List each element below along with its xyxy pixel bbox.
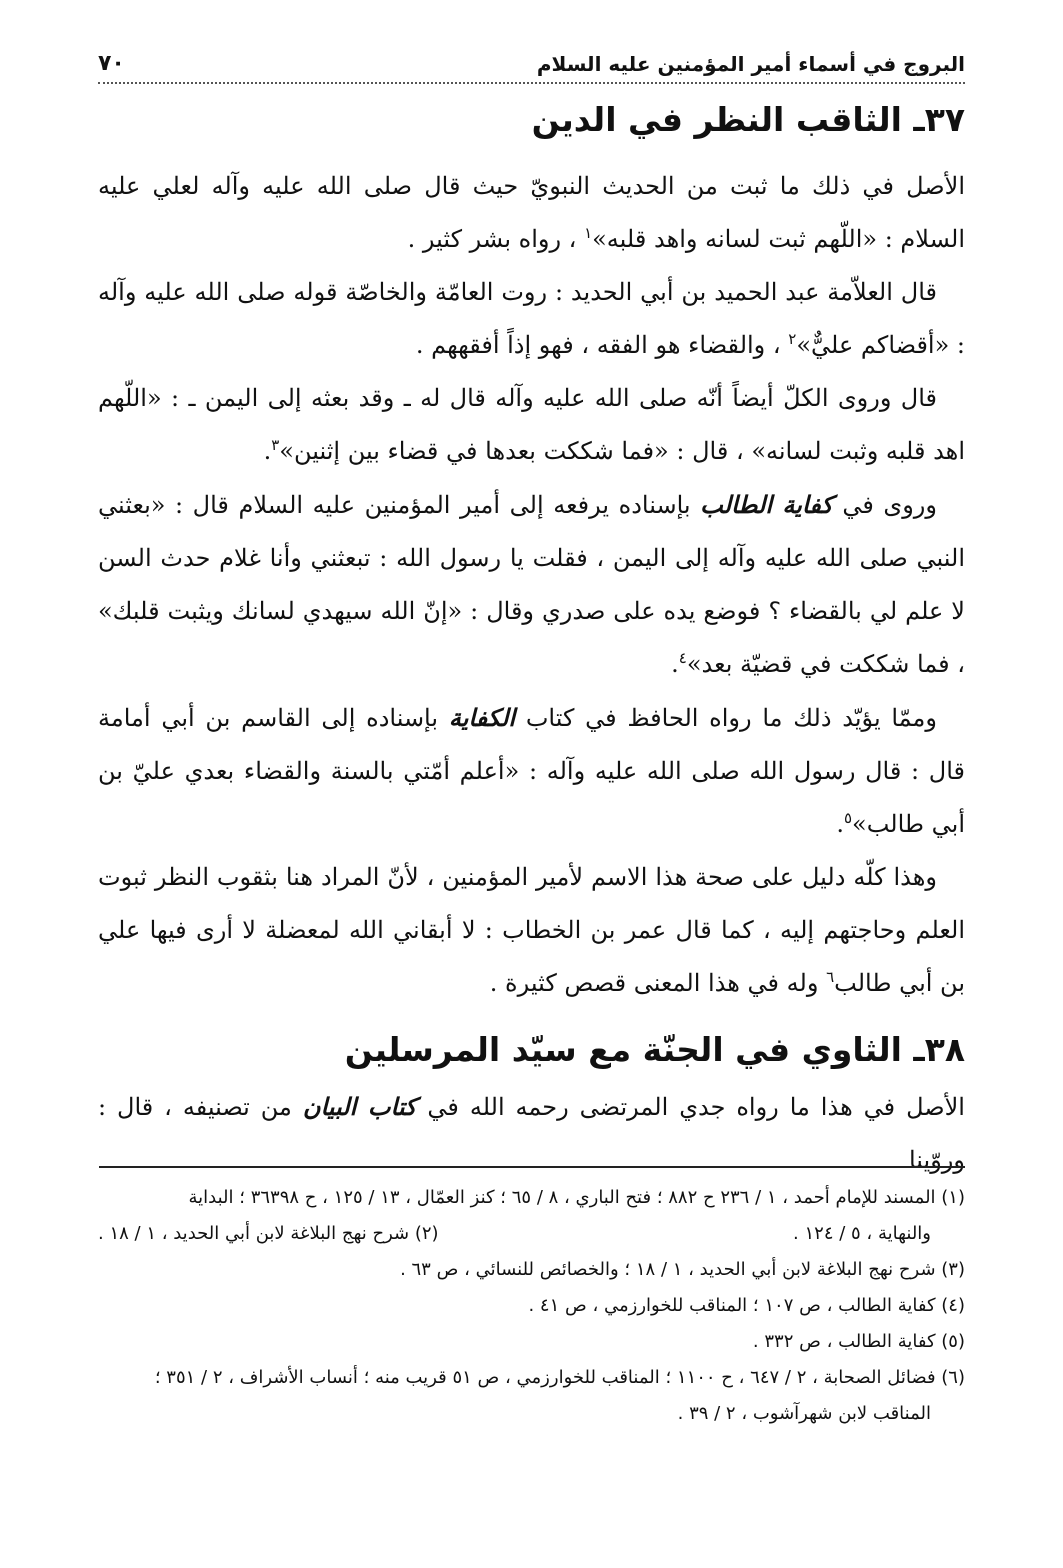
footnote-ref-3[interactable]: ٣ (271, 436, 280, 454)
footnote-ref-6[interactable]: ٦ (826, 968, 835, 986)
footnote-ref-2[interactable]: ٢ (788, 330, 797, 348)
paragraph-2-text: قال العلاّمة عبد الحميد بن أبي الحديد : روت العامّة والخاصّة قوله صلى الله عليه وآله : «أقضاكم عليٌّ» (98, 278, 965, 359)
paragraph-5-text-a: وممّا يؤيّد ذلك ما رواه الحافظ في كتاب (525, 704, 938, 732)
paragraph-1 (98, 160, 965, 266)
paragraph-3 (98, 372, 965, 478)
paragraph-2-end: ، والقضاء هو الفقه ، فهو إذاً أفقههم . (415, 331, 781, 359)
book-title-kitab-al-bayan: كتاب البيان (302, 1092, 417, 1121)
paragraph-3-end: . (263, 437, 272, 465)
book-title-al-kifaya: الكفاية (448, 703, 516, 732)
footnote-divider (99, 1166, 965, 1168)
book-title-kifayat-al-talib: كفاية الطالب (700, 490, 833, 519)
footnote-ref-1[interactable]: ١ (584, 224, 593, 242)
paragraph-5-text-b: بإسناده إلى القاسم بن أبي أمامة قال : قال رسول الله صلى الله عليه وآله : «أعلم أمّتي بالسنة والقضاء بعدي عليّ بن أبي طالب» (98, 704, 965, 838)
footnote-ref-4[interactable]: ٤ (678, 649, 687, 667)
paragraph-4-end: . (671, 650, 679, 678)
section-38-text-b: من تصنيفه ، قال : وروّينا (98, 1093, 965, 1174)
paragraph-4-text-a: وروى في (842, 491, 937, 519)
section-38-paragraph-1 (98, 1080, 965, 1187)
footnote-row-1-2 (98, 1216, 965, 1252)
paragraph-3-text: قال وروى الكلّ أيضاً أنّه صلى الله عليه وآله قال له ـ وقد بعثه إلى اليمن ـ : «اللّهم اهد قلبه وثبت لسانه» ، قال : «فما شككت بعدها في قضاء بين إثنين» (98, 384, 965, 465)
paragraph-4-text-b: بإسناده يرفعه إلى أمير المؤمنين عليه السلام قال : «بعثني النبي صلى الله عليه وآله إلى اليمن ، فقلت يا رسول الله : تبعثني وأنا غلام حدث السن لا علم لي بالقضاء ؟ فوضع يده على صدري وقال : «إنّ الله سيهدي لسانك ويثبت قلبك» ، فما شككت في قضيّة بعد» (98, 491, 965, 678)
paragraph-5-end: . (836, 810, 844, 838)
page-number: ٧٠ (98, 51, 125, 76)
section-38-title: ٣٨ـ الثاوي في الجنّة مع سيّد المرسلين (344, 1030, 965, 1069)
section-38-text-a: الأصل في هذا ما رواه جدي المرتضى رحمه الله في (427, 1093, 965, 1121)
running-header (98, 36, 965, 84)
footnote-4: (٤) كفاية الطالب ، ص ١٠٧ ؛ المناقب للخوارزمي ، ص ٤١ . (528, 1295, 965, 1316)
footnote-6-continuation: المناقب لابن شهرآشوب ، ٢ / ٣٩ . (677, 1403, 931, 1424)
footnote-1: (١) المسند للإمام أحمد ، ١ / ٢٣٦ ح ٨٨٢ ؛ فتح الباري ، ٨ / ٦٥ ؛ كنز العمّال ، ١٣ / ١٢٥ ، ح ٣٦٣٩٨ ؛ البداية (188, 1187, 965, 1208)
paragraph-6-end: وله في هذا المعنى قصص كثيرة . (489, 969, 819, 997)
paragraph-5 (98, 691, 965, 851)
paragraph-4 (98, 478, 965, 691)
running-title: البروج في أسماء أمير المؤمنين عليه السلام (536, 52, 965, 76)
paragraph-1-text: الأصل في ذلك ما ثبت من الحديث النبويّ حيث قال صلى الله عليه وآله لعلي عليه السلام : «اللّهم ثبت لسانه واهد قلبه» (98, 172, 965, 253)
section-38-body (98, 1080, 965, 1187)
section-37-body (98, 160, 965, 1010)
footnote-ref-5[interactable]: ٥ (843, 809, 853, 827)
footnote-5: (٥) كفاية الطالب ، ص ٣٣٢ . (752, 1331, 965, 1352)
footnote-1-continuation: والنهاية ، ٥ / ١٢٤ . (793, 1223, 931, 1244)
footnotes (98, 1180, 965, 1432)
paragraph-2 (98, 266, 965, 372)
footnote-2: (٢) شرح نهج البلاغة لابن أبي الحديد ، ١ / ١٨ . (98, 1223, 439, 1244)
paragraph-6 (98, 851, 965, 1010)
paragraph-6-text: وهذا كلّه دليل على صحة هذا الاسم لأمير المؤمنين ، لأنّ المراد هنا بثقوب النظر ثبوت العلم وحاجتهم إليه ، كما قال عمر بن الخطاب : لا أبقاني الله لمعضلة لا أرى فيها علي بن أبي طالب (98, 863, 965, 997)
paragraph-1-end: ، رواه بشر كثير . (407, 225, 577, 253)
footnote-3: (٣) شرح نهج البلاغة لابن أبي الحديد ، ١ / ١٨ ؛ والخصائص للنسائي ، ص ٦٣ . (400, 1259, 965, 1280)
section-37-title: ٣٧ـ الثاقب النظر في الدين (531, 100, 965, 139)
footnote-6: (٦) فضائل الصحابة ، ٢ / ٦٤٧ ، ح ١١٠٠ ؛ المناقب للخوارزمي ، ص ٥١ قريب منه ؛ أنساب الأشراف ، ٢ / ٣٥١ ؛ (154, 1367, 965, 1388)
